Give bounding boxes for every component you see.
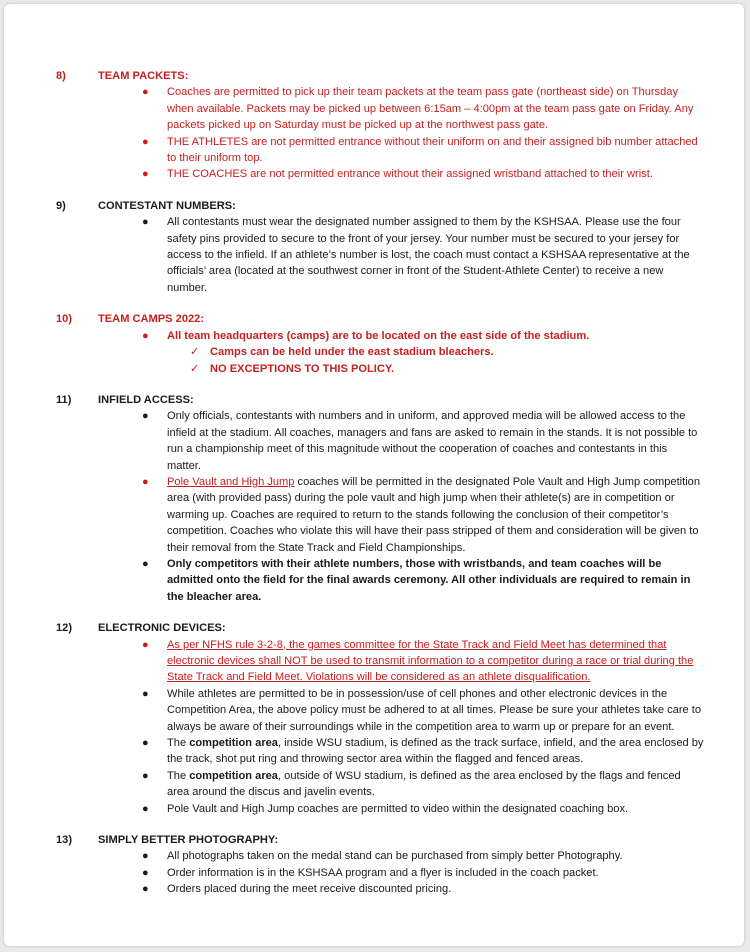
list-item: ● All contestants must wear the designated number assigned to them by the KSHSAA. Please use the four safety pins provided to secure to the front of your jersey. Your number must be secured to your jersey for access to the infield. If an athlete’s number is lost, the coach must contact a KSHSAA representative at the officials’ area (located at the southwest corner in front of the Student-Athlete Center) to receive a new number. — [142, 216, 690, 294]
list-item: ● Only competitors with their athlete numbers, those with wristbands, and team coaches will be admitted onto the field for the final awards ceremony. All other individuals are required to remain in the bleacher area. — [142, 557, 691, 603]
section-number: 9) — [56, 199, 66, 212]
list-item: ● Pole Vault and High Jump coaches are permitted to video within the designated coaching box. — [167, 801, 704, 817]
section-number: 10) — [56, 313, 73, 326]
bullet-icon: ● — [142, 638, 149, 651]
section-electronic-devices — [4, 620, 744, 817]
checkmark-icon: ✓ — [190, 346, 200, 359]
bullet-icon: ● — [142, 135, 149, 148]
section-number: 12) — [56, 622, 73, 635]
document-page — [4, 4, 744, 946]
section-team-packets — [4, 68, 744, 183]
list-item: ● All photographs taken on the medal stand can be purchased from simply better Photography. — [167, 848, 704, 864]
bullet-icon: ● — [142, 475, 149, 488]
section-number: 13) — [56, 834, 73, 847]
section-infield-access — [4, 392, 744, 605]
nfhs-rule-text: As per NFHS rule 3-2-8, the games committee for the State Track and Field Meet has determined that electronic devices shall NOT be used to transmit information to a competitor during a race or trial during the State Track and Field Meet. Violations will be considered as an athlete disqualification. — [167, 638, 694, 684]
section-title: INFIELD ACCESS: — [98, 393, 194, 406]
list-item: ● THE ATHLETES are not permitted entrance without their uniform on and their assigned bib number attached to their uniform top. — [142, 135, 698, 165]
bullet-icon: ● — [142, 410, 149, 423]
section-contestant-numbers — [4, 198, 744, 296]
check-item: ✓ Camps can be held under the east stadium bleachers. — [210, 344, 744, 360]
list-item: ● THE COACHES are not permitted entrance without their assigned wristband attached to their wrist. — [167, 166, 704, 182]
pole-vault-high-jump-highlight: Pole Vault and High Jump — [167, 475, 295, 488]
checkmark-icon: ✓ — [190, 362, 200, 375]
bullet-icon: ● — [142, 850, 149, 863]
document-body — [4, 68, 744, 913]
list-item: ● While athletes are permitted to be in possession/use of cell phones and other electronic devices in the Competition Area, the above policy must be adhered to at all times. Please be sure your athletes take care to always be aware of their surroundings while in the competition area to warm up or prepare for an event. — [142, 687, 702, 733]
bullet-icon: ● — [142, 866, 149, 879]
section-title: TEAM CAMPS 2022: — [98, 313, 205, 326]
list-item: ● Coaches are permitted to pick up their team packets at the team pass gate (northeast side) on Thursday when available. Packets may be picked up between 6:15am – 4:00pm at the team pass gate on Friday. Any packets picked up on Saturday must be picked up at the northwest pass gate. — [142, 86, 694, 132]
section-title: SIMPLY BETTER PHOTOGRAPHY: — [98, 834, 279, 847]
bullet-icon: ● — [142, 557, 149, 570]
bullet-icon: ● — [142, 168, 149, 181]
list-item: ● Orders placed during the meet receive discounted pricing. — [167, 881, 704, 897]
list-item: ● All team headquarters (camps) are to be located on the east side of the stadium. — [167, 328, 704, 344]
section-title: CONTESTANT NUMBERS: — [98, 199, 236, 212]
list-item: ● Order information is in the KSHSAA program and a flyer is included in the coach packet. — [167, 865, 704, 881]
section-number: 11) — [56, 393, 72, 406]
list-item — [142, 637, 704, 686]
bullet-icon: ● — [142, 737, 149, 750]
bullet-icon: ● — [142, 687, 149, 700]
list-item: ● Only officials, contestants with numbers and in uniform, and approved media will be allowed access to the infield at the stadium. All coaches, managers and fans are asked to remain in the stands. It is not possible to run a championship meet of this magnitude without the cooperation of coaches and contestants in this matter. — [142, 410, 698, 472]
section-simply-better-photography — [4, 832, 744, 898]
section-title: TEAM PACKETS: — [98, 70, 189, 82]
bullet-icon: ● — [142, 86, 149, 99]
check-item: ✓ NO EXCEPTIONS TO THIS POLICY. — [210, 361, 744, 377]
list-item: ● Pole Vault and High Jump coaches will be permitted in the designated Pole Vault and High Jump competition area (with provided pass) during the pole vault and high jump when their athlete(s) are in competition or warming up. Coaches are required to return to the stands following the conclusion of their competitor’s competition. Coaches who violate this will have their pass stripped of them and consideration will be given to their removal from the State Track and Field Championships. — [142, 475, 701, 554]
section-number: 8) — [56, 70, 66, 82]
bullet-icon: ● — [142, 216, 149, 229]
bullet-icon: ● — [142, 769, 149, 782]
bullet-icon: ● — [142, 883, 149, 896]
list-item: ● The competition area, inside WSU stadium, is defined as the track surface, infield, and the area enclosed by the track, shot put ring and throwing sector area within the flagged and fenced areas. — [142, 737, 704, 766]
bullet-icon: ● — [142, 329, 149, 342]
section-title: ELECTRONIC DEVICES: — [98, 622, 226, 635]
section-team-camps — [4, 311, 744, 377]
bullet-icon: ● — [142, 802, 149, 815]
list-item: ● The competition area, outside of WSU stadium, is defined as the area enclosed by the flags and fenced area around the discus and javelin events. — [142, 769, 681, 799]
